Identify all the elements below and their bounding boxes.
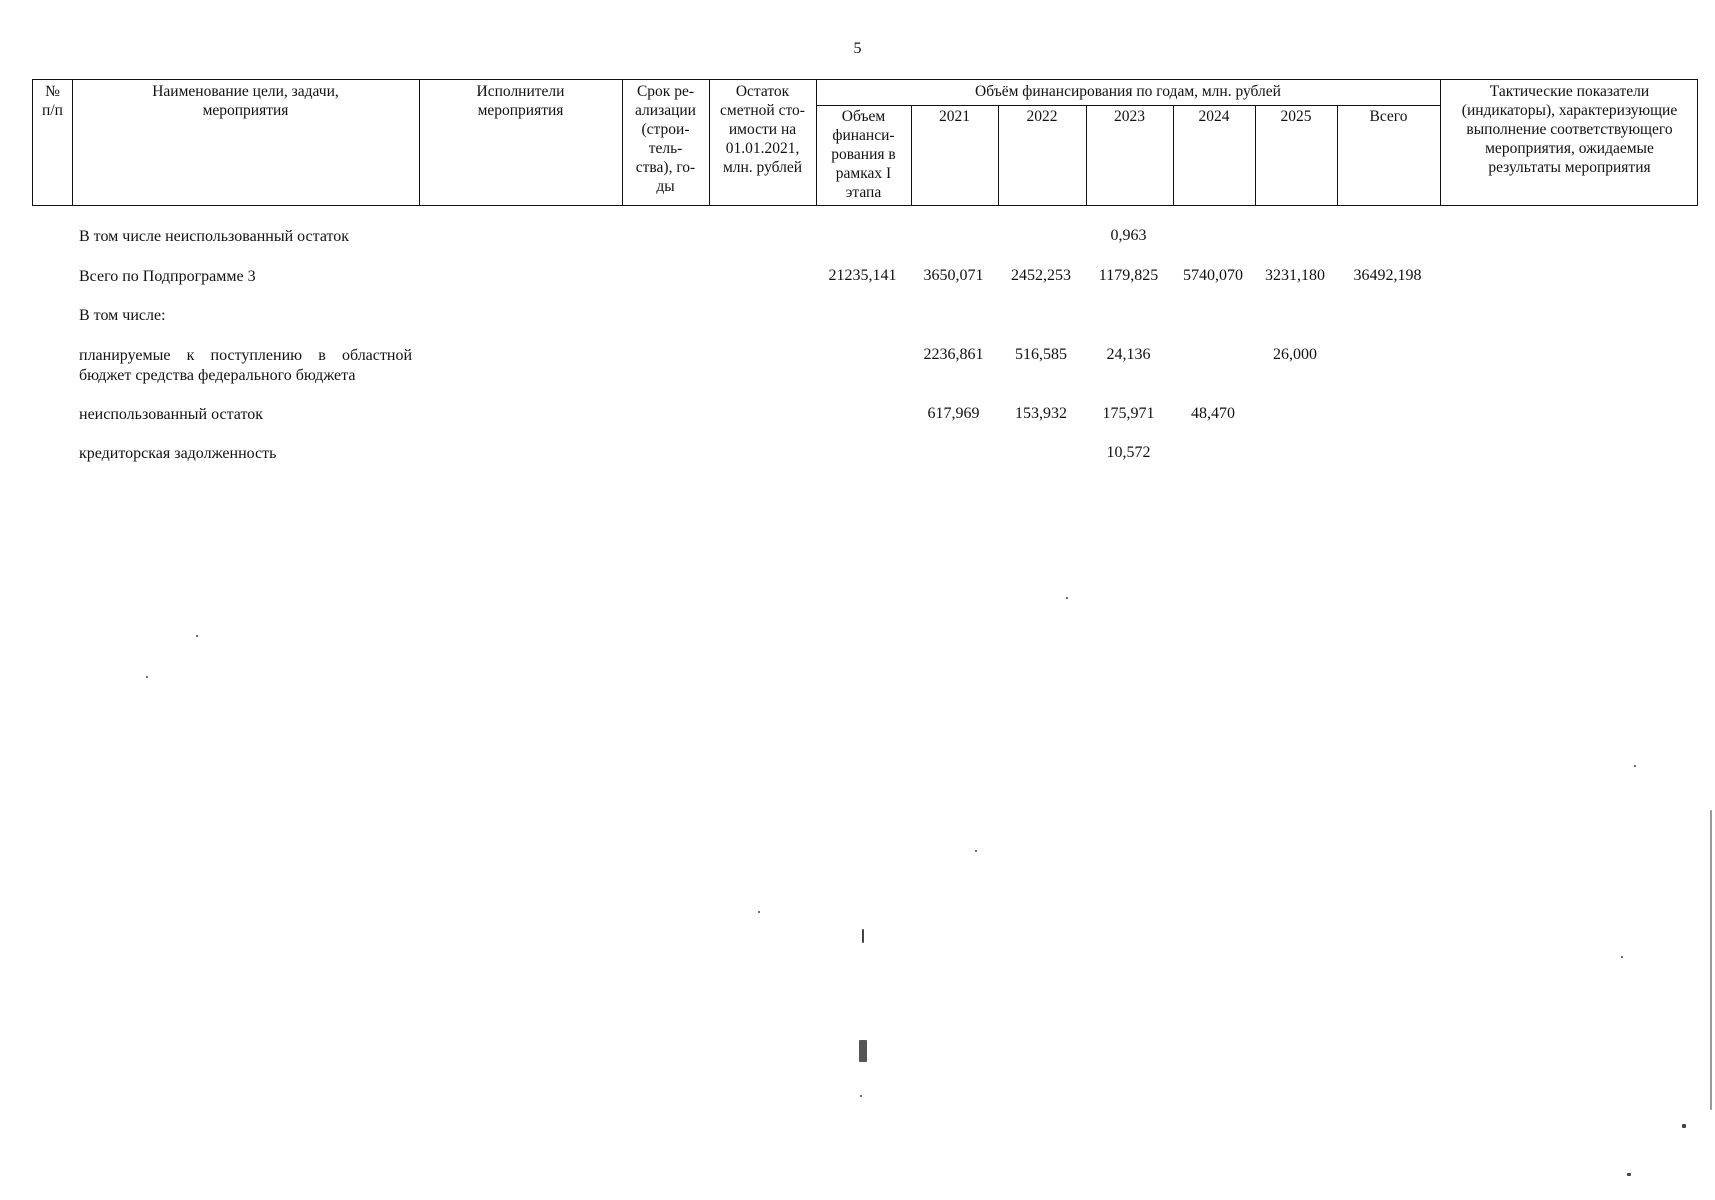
scan-speck (758, 911, 760, 913)
value-2023: 1179,825 (1098, 267, 1159, 284)
row-label: Всего по Подпрограмме 3 (79, 268, 256, 285)
header-2023: 2023 (1114, 108, 1145, 125)
value-2021: 2236,861 (923, 346, 984, 363)
value-2025: 3231,180 (1265, 267, 1325, 284)
header-remainder: Остаток сметной сто- имости на 01.01.2021, млн. рублей (720, 83, 805, 176)
scan-speck (1634, 765, 1636, 767)
header-term: Срок ре- ализации (строи- тель- ства), го- ды (635, 83, 696, 195)
row-label: кредиторская задолженность (79, 445, 277, 462)
scan-speck (1066, 597, 1068, 599)
scan-speck (1710, 810, 1712, 1110)
row-label: В том числе: (79, 307, 166, 324)
header-2024: 2024 (1198, 108, 1230, 125)
scan-speck (862, 929, 864, 943)
header-2021: 2021 (939, 108, 970, 125)
header-number: № п/п (42, 83, 63, 119)
row-label: В том числе неиспользованный остаток (79, 228, 350, 245)
value-total: 36492,198 (1353, 267, 1422, 284)
row-label: неиспользованный остаток (79, 406, 263, 423)
scan-speck (196, 635, 198, 637)
value-2021: 617,969 (927, 405, 980, 422)
scan-speck (1682, 1124, 1686, 1128)
scan-speck (1621, 956, 1623, 958)
header-stage-volume: Объем финанси- рования в рамках I этапа (831, 108, 896, 201)
value-2023: 24,136 (1106, 346, 1151, 363)
value-stage: 21235,141 (828, 267, 897, 284)
scan-speck (859, 1040, 867, 1062)
value-2025: 26,000 (1273, 346, 1317, 363)
value-2023: 175,971 (1102, 405, 1155, 422)
header-funding-group: Объём финансирования по годам, млн. рублей (975, 83, 1281, 100)
value-2023: 10,572 (1106, 444, 1151, 461)
header-total: Всего (1369, 108, 1408, 125)
scan-speck (975, 850, 977, 852)
header-2022: 2022 (1026, 108, 1058, 125)
page-number: 5 (853, 40, 862, 57)
header-2025: 2025 (1280, 108, 1312, 125)
value-2024: 48,470 (1191, 405, 1235, 422)
value-2022: 2452,253 (1011, 267, 1071, 284)
scan-speck (860, 1095, 862, 1097)
table-header (32, 79, 1698, 206)
value-2022: 516,585 (1015, 346, 1067, 363)
value-2021: 3650,071 (923, 267, 984, 284)
header-indicators: Тактические показатели (индикаторы), характеризующие выполнение соответствующего мероприятия, ожидаемые результаты мероприятия (1461, 83, 1678, 176)
row-label: планируемые к поступлению в областной бюджет средства федерального бюджета (79, 347, 412, 384)
scan-speck (1627, 1173, 1631, 1176)
scan-speck (146, 676, 148, 678)
value-2023: 0,963 (1110, 227, 1147, 244)
value-2022: 153,932 (1015, 405, 1067, 422)
value-2024: 5740,070 (1183, 267, 1243, 284)
header-executors: Исполнители мероприятия (476, 83, 565, 119)
header-name: Наименование цели, задачи, мероприятия (152, 83, 339, 119)
